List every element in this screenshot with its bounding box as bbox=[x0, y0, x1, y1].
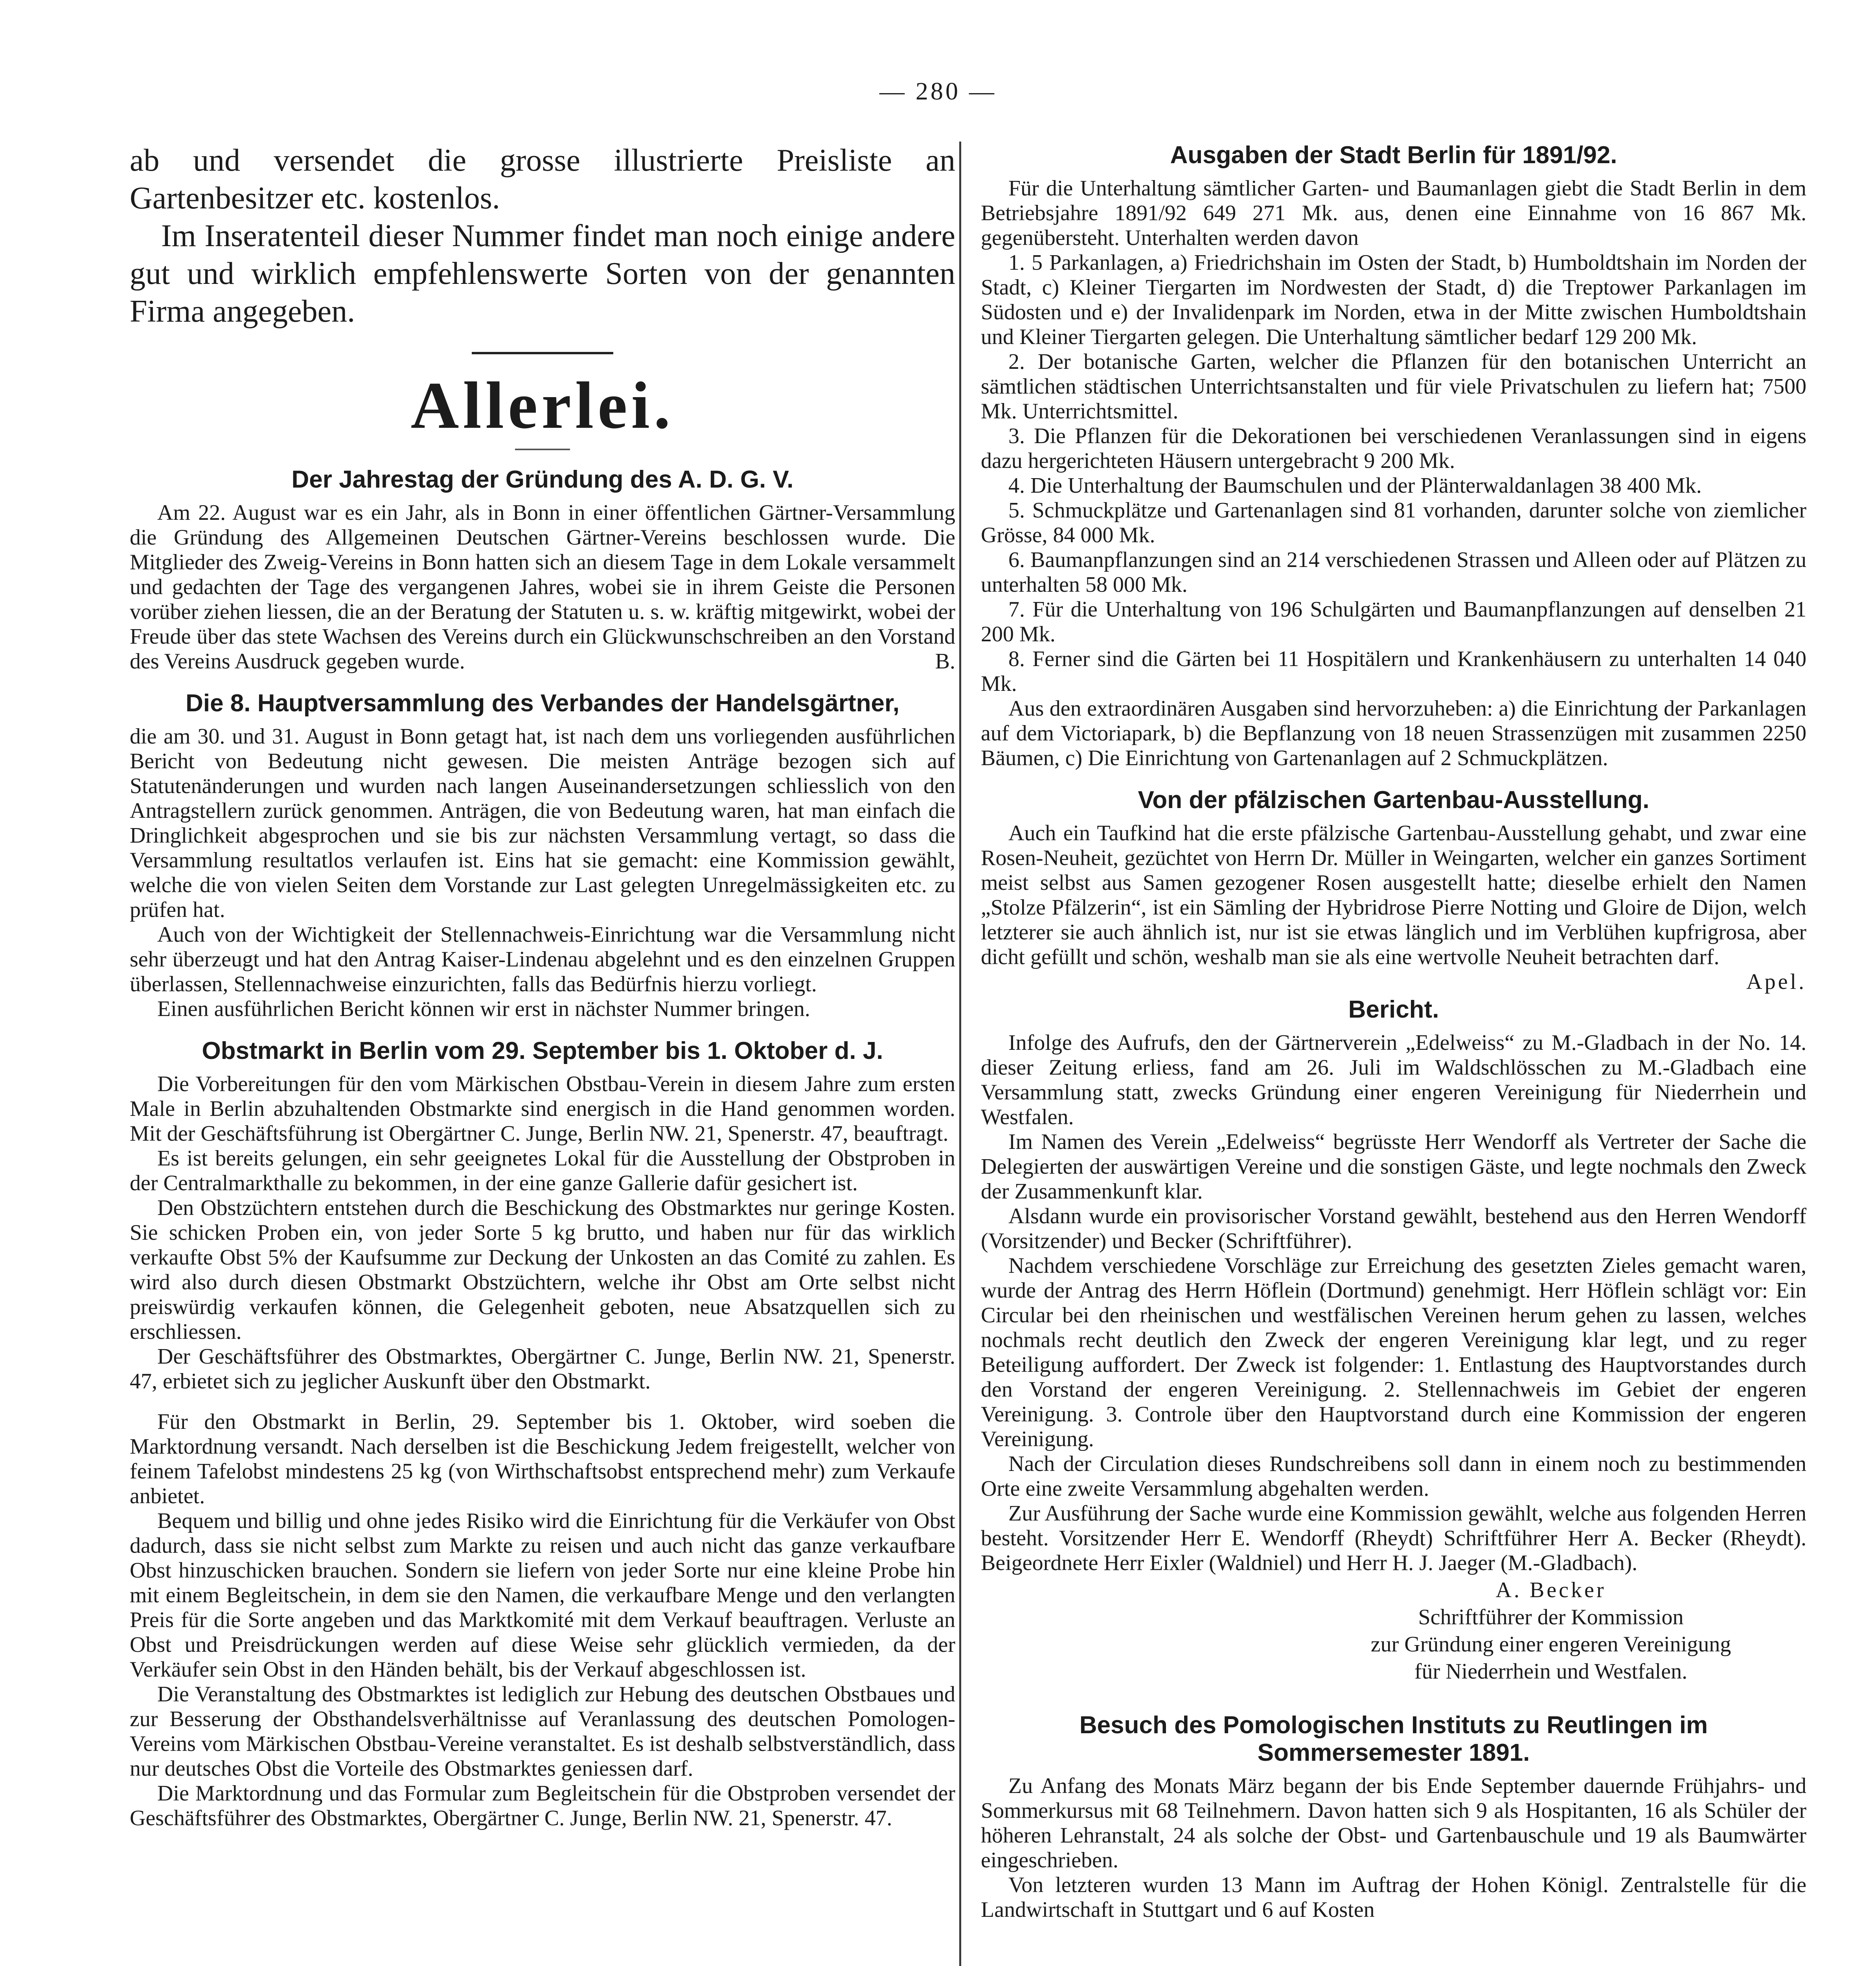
list-item: 1. 5 Parkanlagen, a) Friedrichshain im Osten der Stadt, b) Humboldtshain im Norden der Stadt, c) Kleiner Tiergarten im Nordwesten der Stadt, d) die Treptower Parkanlagen im Südosten und e) der Invalidenpark im Norden, etwa in der Mitte zwischen Humboldtshain und Kleiner Tiergarten gelegen. Die Unterhaltung sämtlicher bedarf 129 200 Mk. bbox=[981, 250, 1806, 349]
article-paragraph: Die Marktordnung und das Formular zum Begleitschein für die Obstproben versendet der Geschäftsführer des Obstmarktes, Obergärtner C. Junge, Berlin NW. 21, Spenerstr. 47. bbox=[130, 1781, 955, 1830]
article-paragraph: Für den Obstmarkt in Berlin, 29. September bis 1. Oktober, wird soeben die Marktordnung versandt. Nach derselben ist die Beschickung Jedem freigestellt, welcher von feinem Tafelobst mindestens 25 kg (von Wirthschaftsobst entsprechend mehr) zum Verkaufe anbietet. bbox=[130, 1410, 955, 1508]
article-paragraph: Der Geschäftsführer des Obstmarktes, Obergärtner C. Junge, Berlin NW. 21, Spenerstr. 47, erbietet sich zu jeglicher Auskunft über den Obstmarkt. bbox=[130, 1344, 955, 1394]
signature-name: A. Becker bbox=[1495, 1578, 1606, 1602]
left-column bbox=[130, 142, 955, 1966]
article-title: Bericht. bbox=[1348, 996, 1439, 1023]
article-paragraph: Am 22. August war es ein Jahr, als in Bonn in einer öffentlichen Gärtner-Versammlung die Gründung des Allgemeinen Deutschen Gärtner-Vereins beschlossen wurde. Die Mitglieder des Zweig-Vereins in Bonn hatten sich an diesem Tage in dem Lokale versammelt und gedachten der Tage des vergangenen Jahres, wobei sie in ihrem Geiste die Personen vorüber ziehen liessen, die an der Beratung der Statuten u. s. w. kräftig mitgewirkt, wobei der Freude über das stete Wachsen des Vereins durch ein Glückwunschschreiben an den Vorstand des Vereins Ausdruck gegeben wurde. B. bbox=[130, 501, 955, 674]
signature-block bbox=[981, 1578, 1806, 1684]
article-title: Ausgaben der Stadt Berlin für 1891/92. bbox=[1170, 142, 1617, 169]
article-paragraph: Aus den extraordinären Ausgaben sind hervorzuheben: a) die Einrichtung der Parkanlagen auf dem Victoriapark, b) die Bepflanzung von 18 neuen Strassenzügen mit zusammen 2250 Bäumen, c) Die Einrichtung von Gartenanlagen auf 2 Schmuckplätzen. bbox=[981, 696, 1806, 770]
article-paragraph: Den Obstzüchtern entstehen durch die Beschickung des Obstmarktes nur geringe Kosten. Sie schicken Proben ein, von jeder Sorte 5 kg brutto, und haben nur für das wirklich verkaufte Obst 5% der Kaufsumme zur Deckung der Unkosten an das Comité zu zahlen. Es wird also durch diesen Obstmarkt Obstzüchtern, welche ihr Obst am Orte selbst nicht preiswürdig verkaufen können, die Gelegenheit geboten, neue Absatzquellen sich zu erschliessen. bbox=[130, 1196, 955, 1344]
list-item: 6. Baumanpflanzungen sind an 214 verschiedenen Strassen und Alleen oder auf Plätzen zu unterhalten 58 000 Mk. bbox=[981, 548, 1806, 597]
article-title: Der Jahrestag der Gründung des A. D. G. V. bbox=[291, 466, 794, 493]
article-paragraph: Zur Ausführung der Sache wurde eine Kommission gewählt, welche aus folgenden Herren besteht. Vorsitzender Herr E. Wendorff (Rheydt) Schriftführer Herr A. Becker (Rheydt). Beigeordnete Herr Eixler (Waldniel) und Herr H. J. Jaeger (M.-Gladbach). bbox=[981, 1501, 1806, 1575]
column-divider bbox=[959, 142, 961, 1966]
article-paragraph: Nachdem verschiedene Vorschläge zur Erreichung des gesetzten Zieles gemacht waren, wurde der Antrag des Herrn Höflein (Dortmund) genehmigt. Herr Höflein schlägt vor: Ein Circular bei den rheinischen und westfälischen Vereinen herum gehen zu lassen, welches nochmals recht deutlich den Zweck der engeren Vereinigung klar legt, und zu reger Beteiligung auffordert. Der Zweck ist folgender: 1. Entlastung des Hauptvorstandes durch den Vorstand der engeren Vereinigung. 2. Stellennachweis im Gebiet der engeren Vereinigung. 3. Controle über den Hauptvorstand durch eine Kommission der engeren Vereinigung. bbox=[981, 1254, 1806, 1451]
article-title: Von der pfälzischen Gartenbau-Ausstellung. bbox=[1138, 786, 1650, 814]
article-paragraph: die am 30. und 31. August in Bonn getagt hat, ist nach dem uns vorliegenden ausführlichen Bericht von Bedeutung nicht gewesen. Die meisten Anträge bezogen sich auf Statutenänderungen und wurden nach langen Auseinandersetzungen schliesslich von den Antragstellern zurück genommen. Anträgen, die von Bedeutung waren, hat man einfach die Dringlichkeit abgesprochen und sie bis zur nächsten Versammlung vertagt, so dass die Versammlung resultatlos verlaufen ist. Eins hat sie gemacht: eine Kommission gewählt, welche die von vielen Seiten dem Vorstande zur Last gelegten Unregelmässigkeiten etc. zu prüfen hat. bbox=[130, 724, 955, 922]
article-paragraph: Bequem und billig und ohne jedes Risiko wird die Einrichtung für die Verkäufer von Obst dadurch, dass sie nicht selbst zum Markte zu reisen und auch nicht das ganze verkaufbare Obst hinzuschicken brauchen. Sondern sie liefern von jeder Sorte nur eine kleine Probe hin mit einem Begleitschein, in dem sie den Namen, die verkaufbare Menge und den verlangten Preis für die Sorte angeben und das Marktkomité mit dem Verkauf beauftragen. Verluste an Obst und Preisdrückungen werden auf diese Weise sehr glücklich vermieden, da der Verkäufer sein Obst in den Händen behält, bis der Verkauf abgeschlossen ist. bbox=[130, 1509, 955, 1682]
article-paragraph: Auch von der Wichtigkeit der Stellennachweis-Einrichtung war die Versammlung nicht sehr überzeugt und hat den Antrag Kaiser-Lindenau abgelehnt und es den einzelnen Gruppen überlassen, Stellennachweise einzurichten, falls das Bedürfnis hierzu vorliegt. bbox=[130, 922, 955, 996]
list-item: 8. Ferner sind die Gärten bei 11 Hospitälern und Krankenhäusern zu unterhalten 14 040 Mk. bbox=[981, 647, 1806, 696]
article-paragraph: Infolge des Aufrufs, den der Gärtnerverein „Edelweiss“ zu M.-Gladbach in der No. 14. dieser Zeitung erliess, fand am 26. Juli im Waldschlösschen zu M.-Gladbach eine Versammlung statt, zwecks Gründung einer engeren Vereinigung für Niederrhein und Westfalen. bbox=[981, 1031, 1806, 1129]
title-rule bbox=[515, 449, 570, 450]
article-signature: B. bbox=[935, 649, 955, 674]
article-title: Die 8. Hauptversammlung des Verbandes der Handelsgärtner, bbox=[186, 690, 899, 717]
list-item: 2. Der botanische Garten, welcher die Pflanzen für den botanischen Unterricht an sämtlichen städtischen Unterrichtsanstalten und für viele Privatschulen zu liefern hat; 7500 Mk. Unterrichtsmittel. bbox=[981, 350, 1806, 423]
list-item: 3. Die Pflanzen für die Dekorationen bei verschiedenen Veranlassungen sind in eigens dazu hergerichteten Häusern untergebracht 9 200 Mk. bbox=[981, 424, 1806, 473]
article-paragraph: Auch ein Taufkind hat die erste pfälzische Gartenbau-Ausstellung gehabt, und zwar eine Rosen-Neuheit, gezüchtet von Herrn Dr. Müller in Weingarten, welcher ein ganzes Sortiment meist selbst aus Samen gezogener Rosen ausgestellt hatte; dieselbe erhielt den Namen „Stolze Pfälzerin“, ist ein Sämling der Hybridrose Pierre Notting und Gloire de Dijon, welch letzterer sie auch ähnlich ist, nur ist sie etwas länglich und im Verblühen kupfrigrosa, aber dicht gefüllt und schön, weshalb man sie als eine wertvolle Neuheit betrachten darf. bbox=[981, 821, 1806, 969]
intro-paragraph: Im Inseratenteil dieser Nummer findet man noch einige andere gut und wirklich empfehlenswerte Sorten von der genannten Firma angegeben. bbox=[130, 219, 955, 329]
article-paragraph: Alsdann wurde ein provisorischer Vorstand gewählt, bestehend aus den Herren Wendorff (Vorsitzender) und Becker (Schriftführer). bbox=[981, 1204, 1806, 1253]
signature-line: zur Gründung einer engeren Vereinigung bbox=[1370, 1632, 1731, 1657]
article-paragraph: Einen ausführlichen Bericht können wir erst in nächster Nummer bringen. bbox=[157, 997, 810, 1021]
list-item: 4. Die Unterhaltung der Baumschulen und der Plänterwaldanlagen 38 400 Mk. bbox=[1008, 473, 1702, 498]
list-item: 7. Für die Unterhaltung von 196 Schulgärten und Baumanpflanzungen auf denselben 21 200 Mk. bbox=[981, 597, 1806, 646]
article-paragraph: Nach der Circulation dieses Rundschreibens soll dann in einem noch zu bestimmenden Orte eine zweite Versammlung abgehalten werden. bbox=[981, 1452, 1806, 1501]
article-paragraph: Von letzteren wurden 13 Mann im Auftrag der Hohen Königl. Zentralstelle für die Landwirtschaft in Stuttgart und 6 auf Kosten bbox=[981, 1873, 1806, 1922]
article-paragraph: Die Veranstaltung des Obstmarktes ist lediglich zur Hebung des deutschen Obstbaues und zur Besserung der Obsthandelsverhältnisse auf Veranlassung des deutschen Pomologen-Vereins vom Märkischen Obstbau-Vereine veranstaltet. Es ist deshalb selbstverständlich, dass nur deutsches Obst die Vorteile des Obstmarktes geniessen darf. bbox=[130, 1682, 955, 1781]
list-item: 5. Schmuckplätze und Gartenanlagen sind 81 vorhanden, darunter solche von ziemlicher Grösse, 84 000 Mk. bbox=[981, 498, 1806, 547]
article-paragraph: Im Namen des Verein „Edelweiss“ begrüsste Herr Wendorff als Vertreter der Sache die Delegierten der auswärtigen Vereine und die sonstigen Gäste, und legte nochmals den Zweck der Zusammenkunft klar. bbox=[981, 1130, 1806, 1204]
article-paragraph: Es ist bereits gelungen, ein sehr geeignetes Lokal für die Ausstellung der Obstproben in der Centralmarkthalle zu bekommen, in der eine ganze Gallerie dafür gesichert ist. bbox=[130, 1146, 955, 1195]
section-title: Allerlei. bbox=[410, 368, 675, 442]
article-paragraph: Für die Unterhaltung sämtlicher Garten- und Baumanlagen giebt die Stadt Berlin in dem Betriebsjahre 1891/92 649 271 Mk. aus, denen eine Einnahme von 16 867 Mk. gegenübersteht. Unterhalten werden davon bbox=[981, 176, 1806, 250]
intro-paragraph: ab und versendet die grosse illustrierte Preisliste an Gartenbesitzer etc. kostenlos. bbox=[130, 143, 955, 215]
signature-line: Schriftführer der Kommission bbox=[1418, 1605, 1684, 1629]
article-signature: Apel. bbox=[1746, 970, 1806, 994]
article-paragraph: Zu Anfang des Monats März begann der bis Ende September dauernde Frühjahrs- und Sommerkursus mit 68 Teilnehmern. Davon hatten sich 9 als Hospitanten, 16 als Schüler der höheren Lehranstalt, 24 als solche der Obst- und Gartenbauschule und 19 als Baumwärter eingeschrieben. bbox=[981, 1774, 1806, 1872]
right-column bbox=[981, 142, 1806, 1966]
article-title: Obstmarkt in Berlin vom 29. September bis 1. Oktober d. J. bbox=[202, 1037, 883, 1064]
article-paragraph: Die Vorbereitungen für den vom Märkischen Obstbau-Verein in diesem Jahre zum ersten Male in Berlin abzuhaltenden Obstmarkte sind energisch in die Hand genommen worden. Mit der Geschäftsführung ist Obergärtner C. Junge, Berlin NW. 21, Spenerstr. 47, beauftragt. bbox=[130, 1072, 955, 1146]
article-title: Besuch des Pomologischen Instituts zu Reutlingen im Sommersemester 1891. bbox=[1079, 1712, 1708, 1766]
section-rule bbox=[472, 352, 613, 354]
page-number: — 280 — bbox=[879, 77, 997, 105]
signature-line: für Niederrhein und Westfalen. bbox=[1414, 1659, 1688, 1684]
